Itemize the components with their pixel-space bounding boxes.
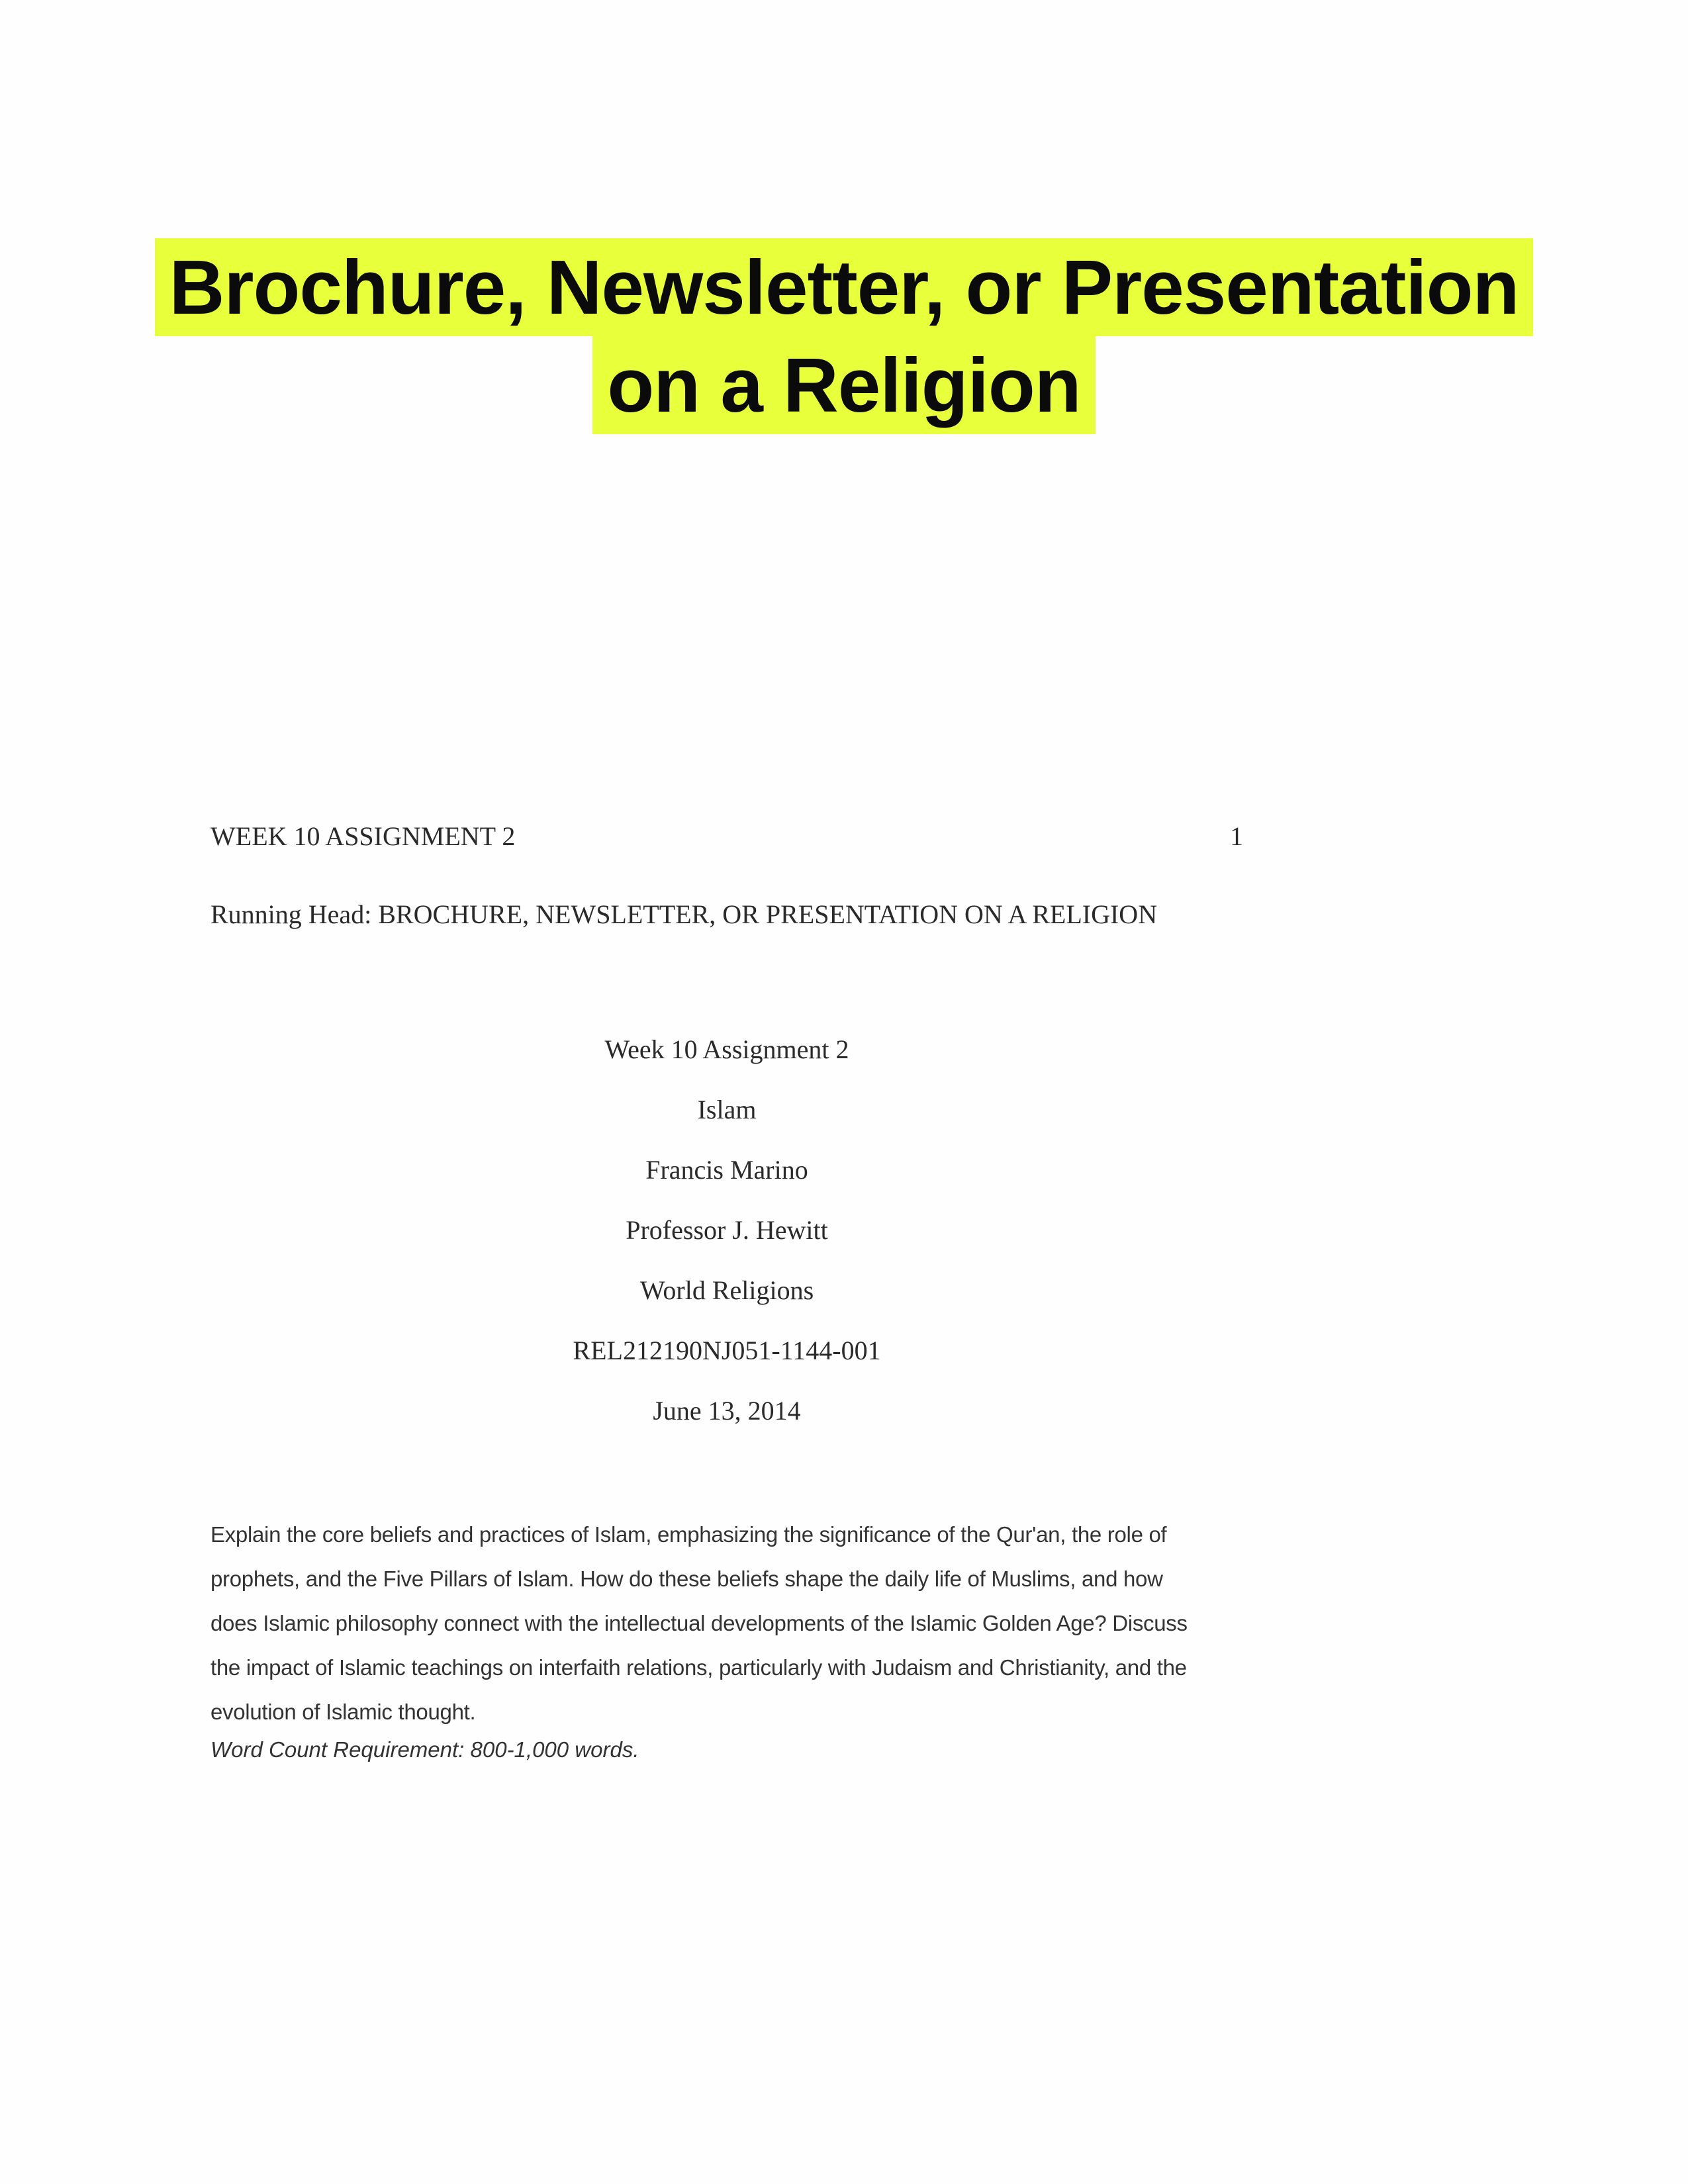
assignment-prompt — [211, 1512, 1256, 1734]
title-line-2: on a Religion — [592, 336, 1095, 434]
word-count-requirement: Word Count Requirement: 800-1,000 words. — [211, 1737, 639, 1762]
prompt-line: Explain the core beliefs and practices of Islam, emphasizing the significance of the Qur'an, the role of — [211, 1522, 1167, 1547]
title-line-1: Brochure, Newsletter, or Presentation — [155, 238, 1534, 336]
topic: Islam — [697, 1095, 757, 1124]
prompt-line: prophets, and the Five Pillars of Islam. How do these beliefs shape the daily life of Muslims, and how — [211, 1567, 1163, 1591]
assignment-name: Week 10 Assignment 2 — [604, 1034, 849, 1064]
prompt-line: does Islamic philosophy connect with the intellectual developments of the Islamic Golden Age? Discuss — [211, 1611, 1188, 1635]
header-title: WEEK 10 ASSIGNMENT 2 — [211, 821, 516, 851]
prompt-line: the impact of Islamic teachings on interfaith relations, particularly with Judaism and Christianity, and the — [211, 1655, 1187, 1680]
professor: Professor J. Hewitt — [626, 1215, 828, 1245]
date: June 13, 2014 — [653, 1396, 801, 1426]
author: Francis Marino — [645, 1155, 808, 1185]
title-block — [211, 1019, 1243, 1441]
course-name: World Religions — [639, 1275, 814, 1305]
prompt-line: evolution of Islamic thought. — [211, 1700, 476, 1724]
page-header — [211, 821, 1243, 852]
page-number: 1 — [1230, 821, 1243, 851]
scanned-title-page — [211, 821, 1243, 1780]
running-head: Running Head: BROCHURE, NEWSLETTER, OR PRESENTATION ON A RELIGION — [211, 899, 1158, 929]
course-code: REL212190NJ051-1144-001 — [573, 1336, 881, 1365]
document-title — [0, 238, 1688, 434]
